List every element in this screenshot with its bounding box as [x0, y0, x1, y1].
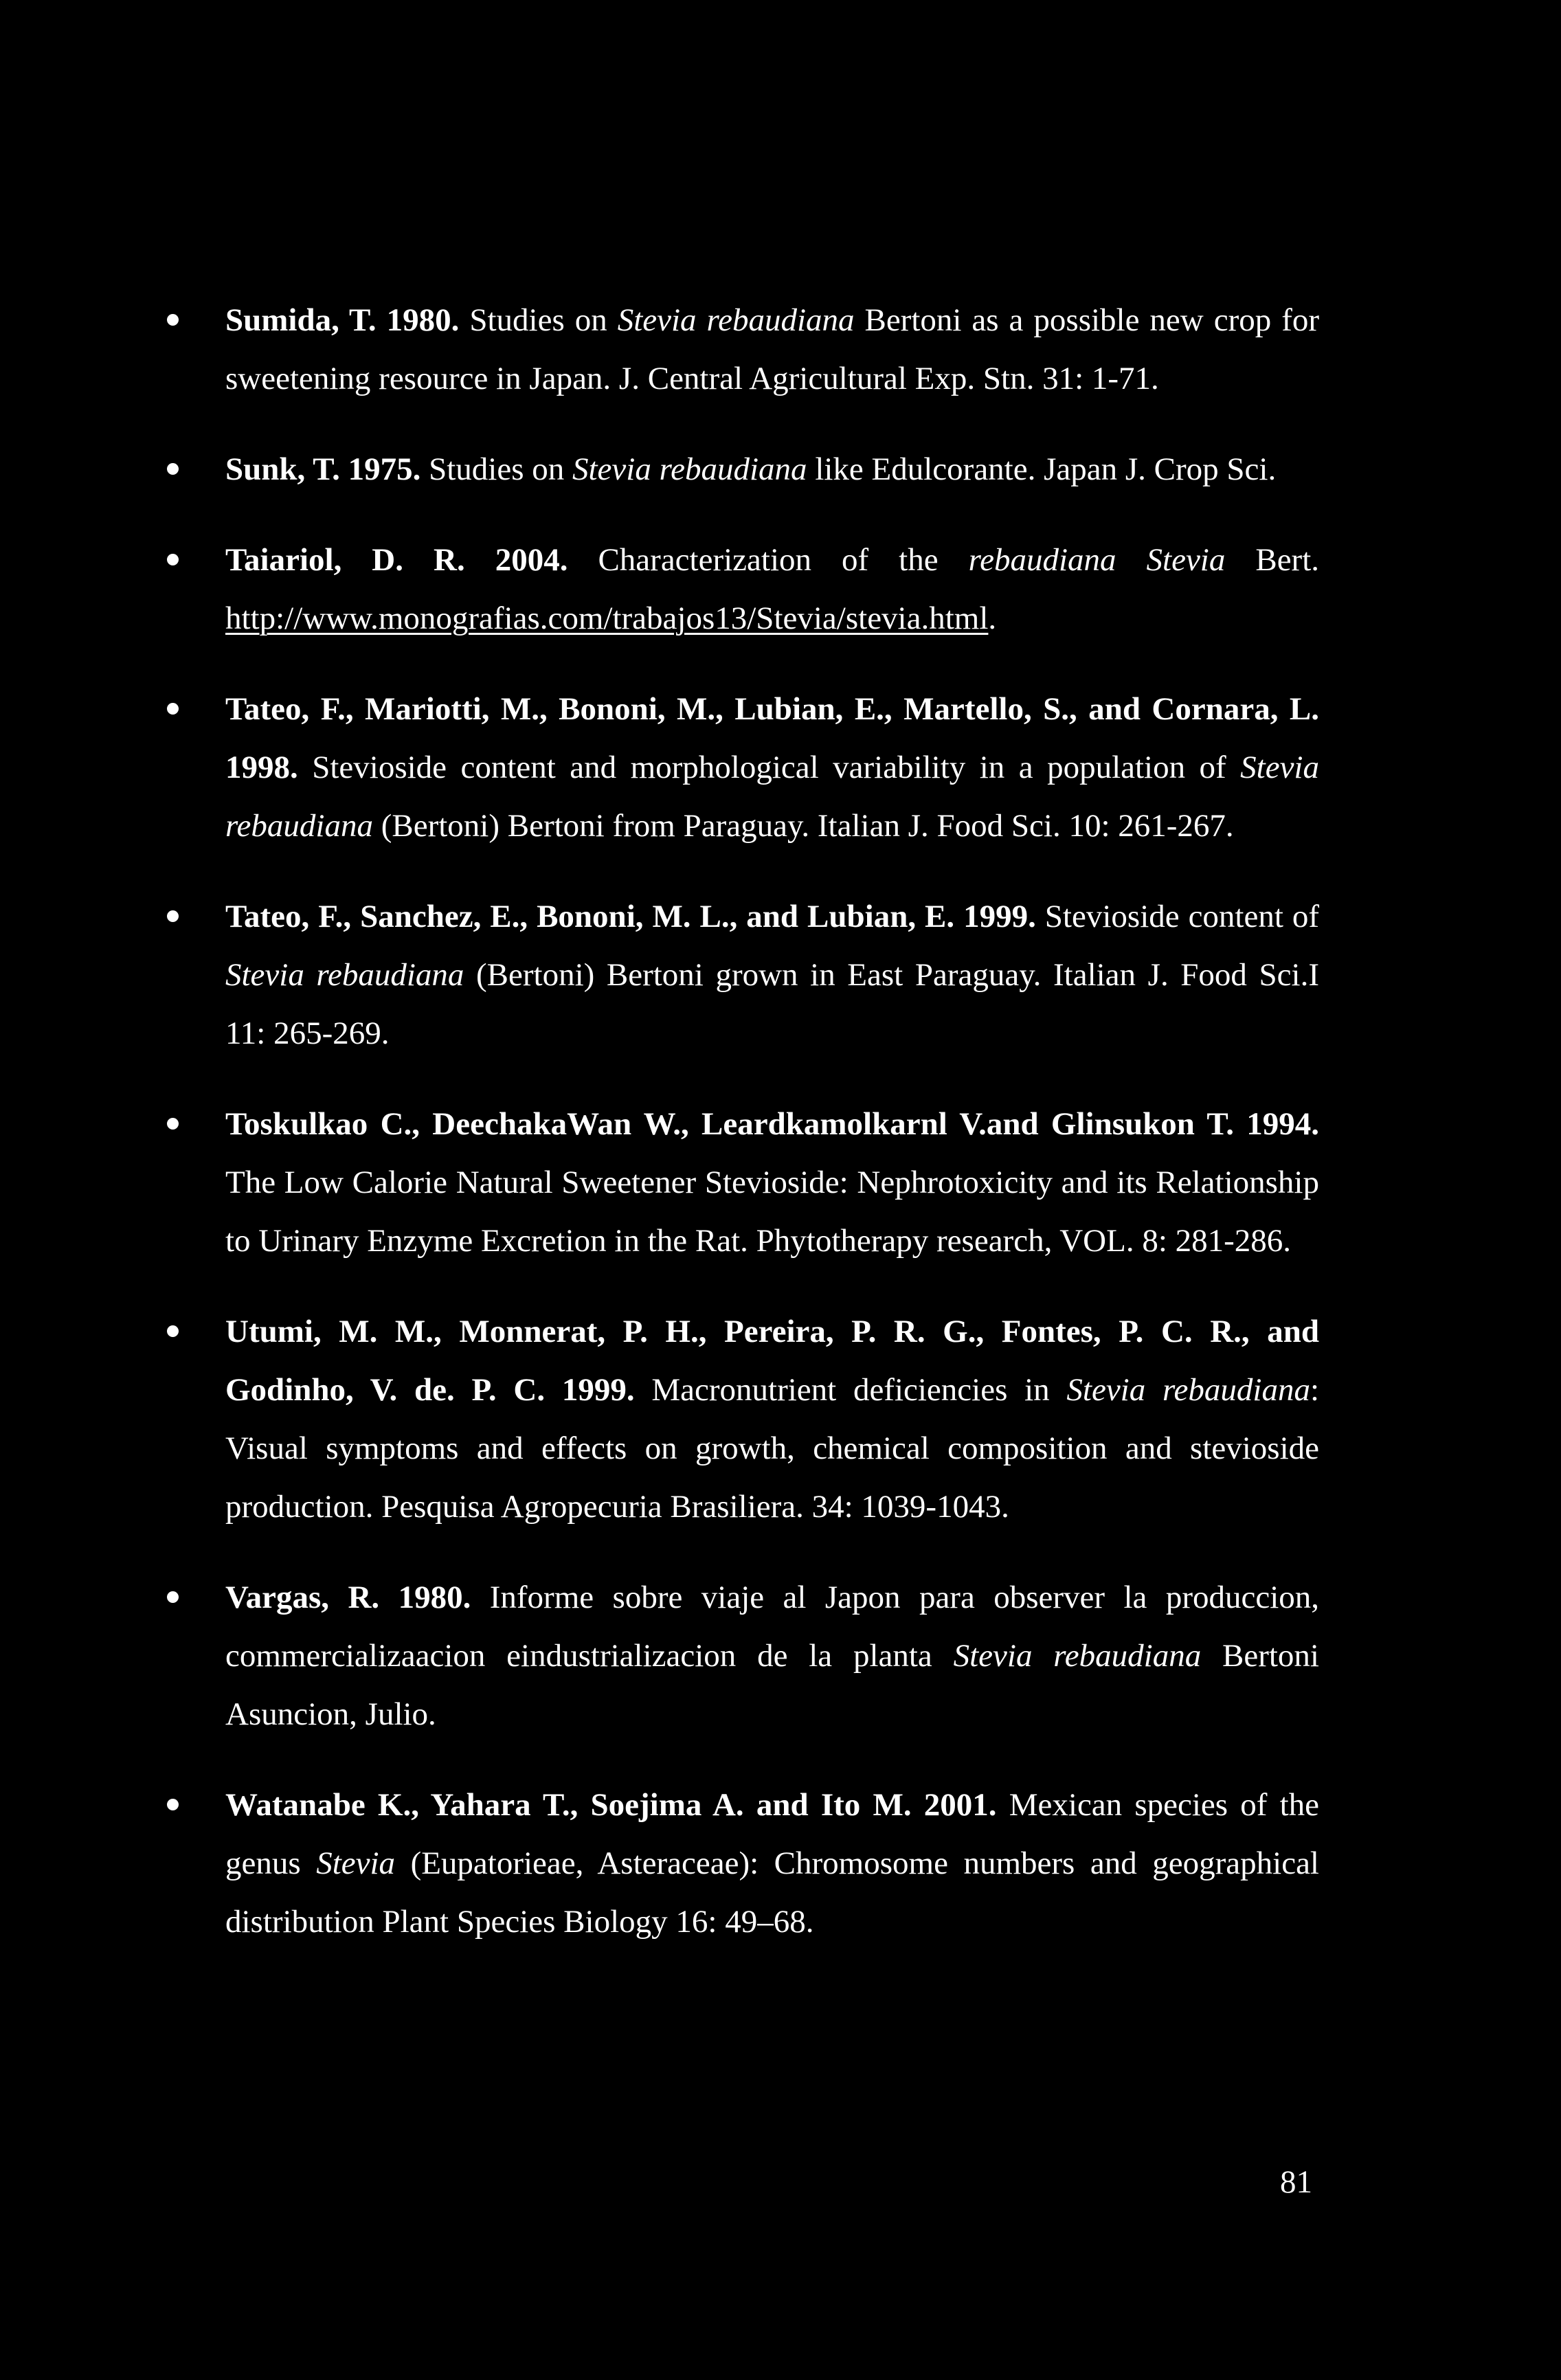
bullet-icon: [167, 463, 179, 475]
reference-item: [165, 440, 1319, 499]
reference-text: Macronutrient deficiencies in: [651, 1372, 1067, 1408]
reference-authors: Tateo, F., Sanchez, E., Bononi, M. L., and Lubian, E.: [225, 899, 955, 934]
reference-authors: Utumi, M. M., Monnerat, P. H., Pereira, P. R. G., Fontes, P. C. R., and Godinho, V. de. P. C.: [225, 1314, 1319, 1408]
bullet-icon: [167, 1118, 179, 1130]
reference-species-name: Stevia rebaudiana: [953, 1638, 1202, 1674]
reference-item: [165, 1095, 1319, 1270]
reference-text: .: [988, 600, 997, 636]
reference-text: Stevioside content of: [1044, 899, 1320, 934]
reference-text: (Eupatorieae, Asteraceae): Chromosome numbers and geographical distribution Plant Species Biology 16: 49–68.: [225, 1845, 1319, 1940]
reference-year: 1975.: [348, 451, 421, 487]
bullet-icon: [167, 1799, 179, 1810]
reference-item: [165, 291, 1319, 408]
reference-species-name: Stevia rebaudiana: [225, 750, 1319, 844]
reference-item: [165, 888, 1319, 1063]
reference-authors: Sumida, T.: [225, 302, 377, 338]
reference-text: like Edulcorante. Japan J. Crop Sci.: [807, 451, 1277, 487]
reference-species-name: Stevia rebaudiana: [225, 957, 464, 993]
reference-item: [165, 1569, 1319, 1744]
reference-species-name: Stevia: [316, 1845, 396, 1881]
reference-text: (Bertoni) Bertoni from Paraguay. Italian J. Food Sci. 10: 261-267.: [372, 808, 1234, 844]
bullet-icon: [167, 1325, 179, 1337]
reference-authors: Taiariol, D. R.: [225, 542, 465, 578]
reference-species-name: Stevia rebaudiana: [572, 451, 807, 487]
reference-species-name: Stevia rebaudiana: [1066, 1372, 1310, 1408]
reference-year: 2004.: [495, 542, 568, 578]
reference-year: 1994.: [1246, 1106, 1320, 1142]
reference-text: Stevioside content and morphological variability in a population of: [312, 750, 1241, 785]
reference-year: 1999.: [561, 1372, 635, 1408]
reference-text: (Bertoni) Bertoni grown in East Paraguay. Italian J. Food Sci.I 11: 265-269.: [225, 957, 1319, 1051]
reference-text: Mexican species of the genus: [225, 1787, 1320, 1881]
reference-item: [165, 1303, 1319, 1536]
reference-text: Bert.: [1225, 542, 1320, 578]
bullet-icon: [167, 554, 179, 565]
reference-species-name: rebaudiana Stevia: [968, 542, 1226, 578]
reference-item: [165, 531, 1319, 648]
bullet-icon: [167, 314, 179, 326]
reference-url-link[interactable]: http://www.monografias.com/trabajos13/Stevia/stevia.html: [225, 600, 989, 636]
reference-text: Characterization of the: [598, 542, 969, 578]
bullet-icon: [167, 703, 179, 715]
reference-text: The Low Calorie Natural Sweetener Stevioside: Nephrotoxicity and its Relationship to Urinary Enzyme Excretion in the Rat. Phytotherapy research, VOL. 8: 281-286.: [225, 1165, 1319, 1259]
page-number: 81: [1280, 2164, 1312, 2200]
reference-text: Studies on: [469, 302, 618, 338]
reference-item: [165, 1776, 1319, 1951]
reference-year: 1980.: [398, 1580, 471, 1615]
reference-authors: Watanabe K., Yahara T., Soejima A. and Ito M.: [225, 1787, 912, 1823]
reference-year: 1998.: [225, 750, 298, 785]
reference-species-name: Stevia rebaudiana: [617, 302, 855, 338]
reference-year: 1999.: [963, 899, 1036, 934]
reference-authors: Toskulkao C., DeechakaWan W., Leardkamolkarnl V.and Glinsukon T.: [225, 1106, 1234, 1142]
reference-text: Bertoni as a possible new crop for sweetening resource in Japan. J. Central Agricultural Exp. Stn. 31: 1-71.: [225, 302, 1320, 396]
reference-authors: Vargas, R.: [225, 1580, 380, 1615]
reference-year: 2001.: [923, 1787, 997, 1823]
reference-list: [165, 291, 1319, 1984]
reference-year: 1980.: [386, 302, 460, 338]
reference-authors: Sunk, T.: [225, 451, 340, 487]
reference-authors: Tateo, F., Mariotti, M., Bononi, M., Lubian, E., Martello, S., and Cornara, L.: [225, 691, 1319, 727]
reference-item: [165, 680, 1319, 855]
bullet-icon: [167, 1591, 179, 1603]
reference-text: Informe sobre viaje al Japon para observer la produccion, commercializaacion eindustrializacion de la planta: [225, 1580, 1319, 1674]
reference-text: : Visual symptoms and effects on growth, chemical composition and stevioside production. Pesquisa Agropecuria Brasiliera. 34: 1039-1043.: [225, 1372, 1320, 1525]
reference-text: Bertoni Asuncion, Julio.: [225, 1638, 1319, 1732]
bullet-icon: [167, 910, 179, 922]
reference-text: Studies on: [429, 451, 572, 487]
